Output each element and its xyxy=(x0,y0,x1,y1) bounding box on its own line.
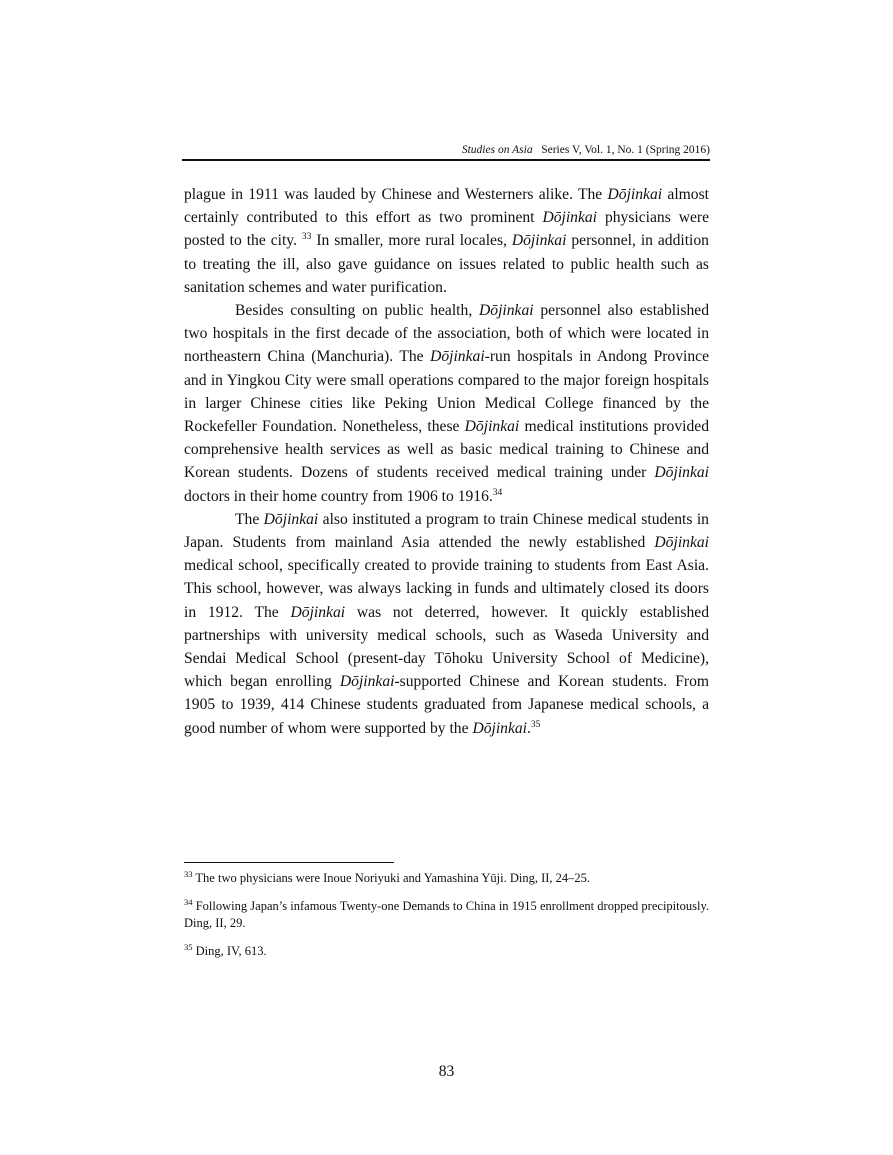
footnote xyxy=(184,870,709,887)
footnote-text: The two physicians were Inoue Noriyuki and Yamashina Yūji. Ding, II, 24–25. xyxy=(195,871,591,885)
footnote-text: Following Japan’s infamous Twenty-one Demands to China in 1915 enrollment dropped precipitously. Ding, II, 29. xyxy=(184,899,710,930)
italic-term: Dōjinkai xyxy=(263,510,319,528)
italic-term: Dōjinkai xyxy=(511,232,567,250)
italic-term: Dōjinkai xyxy=(479,302,534,320)
text-run: was not deterred, however. It quickly established partnerships with university medical schools, such as Waseda University and Sendai Medical School (present-day Tōhoku University School of Medicine), which began enrolling xyxy=(184,603,709,691)
page-number: 83 xyxy=(438,1063,455,1080)
footnote-ref[interactable]: 34 xyxy=(492,487,503,498)
body-text xyxy=(184,183,709,740)
text-run: personnel also established two hospitals in the first decade of the association, both of which were located in northeastern China (Manchuria). The xyxy=(184,302,709,366)
footnote-number: 33 xyxy=(184,869,193,879)
italic-term: Dōjinkai xyxy=(472,719,528,737)
running-header xyxy=(182,143,710,158)
footnote-ref[interactable]: 33 xyxy=(301,232,312,243)
italic-term: Dōjinkai xyxy=(339,673,395,691)
italic-term: Dōjinkai xyxy=(654,464,709,482)
text-run: physicians were posted to the city. xyxy=(184,209,709,250)
text-run: -supported Chinese and Korean students. From 1905 to 1939, 414 Chinese students graduated from Japanese medical schools, a good number of whom were supported by the xyxy=(184,673,709,737)
text-run: medical institutions provided comprehensive health services as well as basic medical training to Chinese and Korean students. Dozens of students received medical training under xyxy=(184,418,709,482)
italic-term: Dōjinkai xyxy=(464,418,520,436)
italic-term: Dōjinkai xyxy=(654,534,709,552)
text-run: -run hospitals in Andong Province and in Yingkou City were small operations compared to the major foreign hospitals in larger Chinese cities like Peking Union Medical College financed by the Rockefeller Foundation. Nonetheless, these xyxy=(184,348,709,436)
footnote xyxy=(184,943,709,960)
footnote-text: Ding, IV, 613. xyxy=(195,944,267,958)
footnote-number: 34 xyxy=(184,897,193,907)
text-run: medical school, specifically created to provide training to students from East Asia. This school, however, was always lacking in funds and ultimately closed its doors in 1912. The xyxy=(184,557,709,621)
text-run: In smaller, more rural locales, xyxy=(311,232,512,250)
journal-title: Studies on Asia xyxy=(461,144,533,156)
footnote xyxy=(184,898,709,932)
paragraph xyxy=(184,299,709,508)
italic-term: Dōjinkai xyxy=(607,186,663,203)
text-run: doctors in their home country from 1906 to 1916. xyxy=(184,487,493,505)
text-run: . xyxy=(527,719,531,737)
footnote-separator xyxy=(184,862,394,863)
italic-term: Dōjinkai xyxy=(542,209,598,227)
italic-term: Dōjinkai xyxy=(290,603,346,621)
journal-series: Series V, Vol. 1, No. 1 (Spring 2016) xyxy=(541,144,710,156)
text-run: Besides consulting on public health, xyxy=(235,302,480,320)
paragraph xyxy=(184,508,709,740)
footnote-ref[interactable]: 35 xyxy=(530,719,541,730)
text-run: personnel, in addition to treating the ill, also gave guidance on issues related to public health such as sanitation schemes and water purification. xyxy=(184,232,709,296)
italic-term: Dōjinkai xyxy=(430,348,485,366)
text-run: also instituted a program to train Chinese medical students in Japan. Students from mainland Asia attended the newly established xyxy=(184,510,709,552)
footnote-number: 35 xyxy=(184,942,193,952)
paragraph xyxy=(184,183,709,299)
footnotes xyxy=(184,870,709,971)
text-run: plague in 1911 was lauded by Chinese and Westerners alike. The xyxy=(184,186,608,203)
text-run: The xyxy=(235,510,264,528)
header-rule xyxy=(182,159,710,161)
text-run: almost certainly contributed to this effort as two prominent xyxy=(184,186,709,227)
